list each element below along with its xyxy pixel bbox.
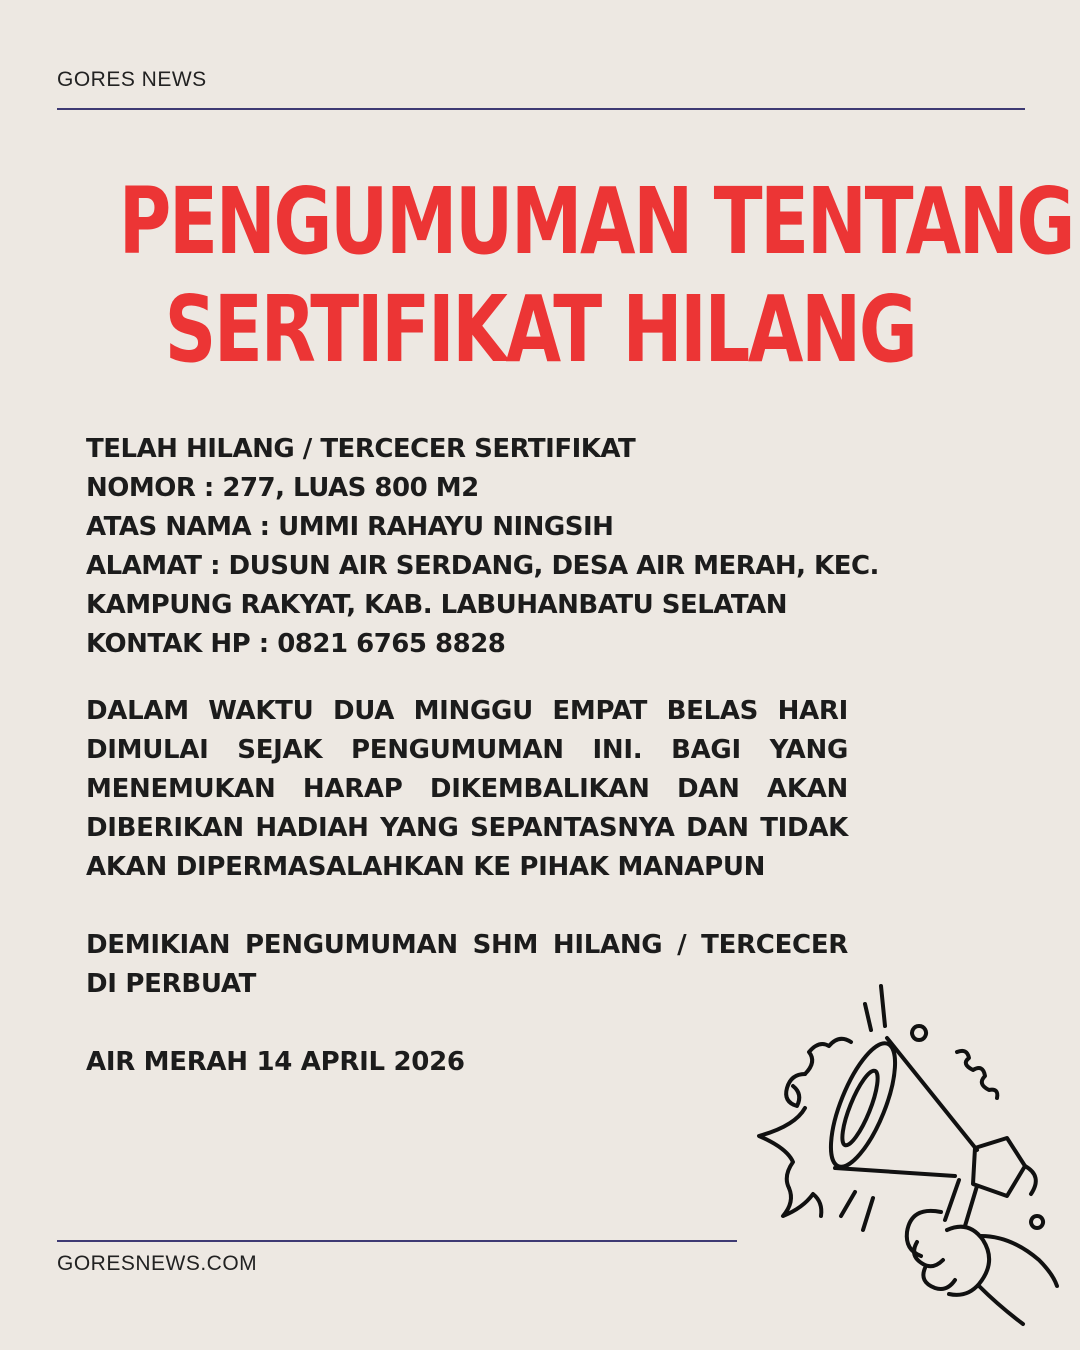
detail-owner: ATAS NAMA : UMMI RAHAYU NINGSIH [86,512,614,542]
detail-address: ALAMAT : DUSUN AIR SERDANG, DESA AIR MERAH, KEC. [86,551,879,581]
certificate-details [86,430,879,664]
bottom-divider [57,1240,737,1242]
detail-number: NOMOR : 277, LUAS 800 M2 [86,473,479,503]
detail-address-cont: KAMPUNG RAKYAT, KAB. LABUHANBATU SELATAN [86,590,788,620]
megaphone-icon [745,980,1075,1340]
announcement-paragraph: DALAM WAKTU DUA MINGGU EMPAT BELAS HARI DIMULAI SEJAK PENGUMUMAN INI. BAGI YANG MENEMUKAN HARAP DIKEMBALIKAN DAN AKAN DIBERIKAN HADIAH YANG SEPANTASNYA DAN TIDAK AKAN DIPERMASALAHKAN KE PIHAK MANAPUN [86,696,848,882]
brand-name: GORES NEWS [57,68,207,91]
page-title [118,168,1074,384]
detail-contact: KONTAK HP : 0821 6765 8828 [86,629,506,659]
title-line-2: SERTIFIKAT HILANG [164,276,916,383]
website-url: GORESNEWS.COM [57,1252,258,1275]
detail-lost-notice: TELAH HILANG / TERCECER SERTIFIKAT [86,434,636,464]
place-date: AIR MERAH 14 APRIL 2026 [86,1047,465,1077]
closing-paragraph: DEMIKIAN PENGUMUMAN SHM HILANG / TERCECER DI PERBUAT [86,930,848,999]
top-divider [57,108,1025,110]
title-line-1: PENGUMUMAN TENTANG [118,168,1074,275]
